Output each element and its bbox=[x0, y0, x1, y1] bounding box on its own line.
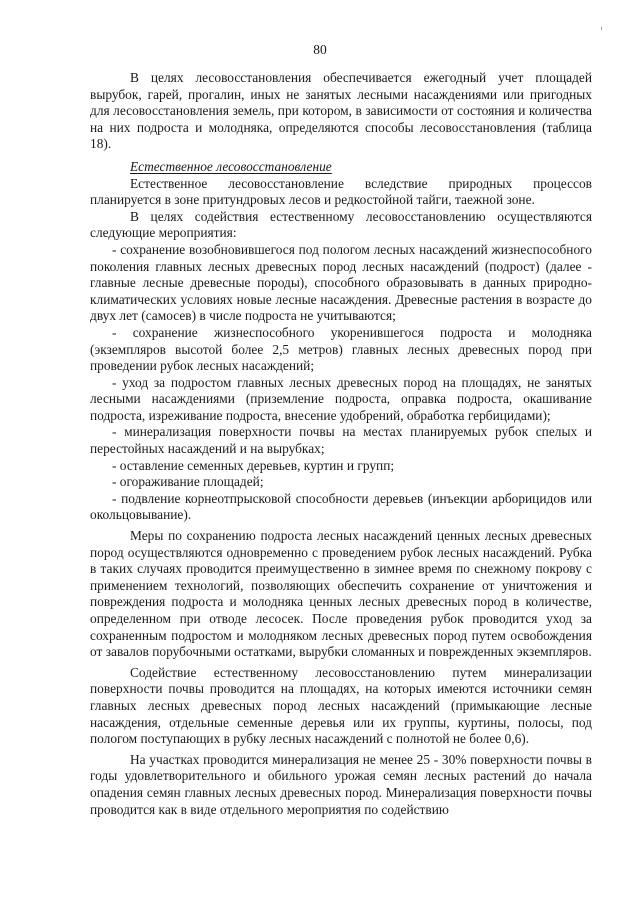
list-item-seed-trees: - оставление семенных деревьев, куртин и групп; bbox=[112, 457, 395, 473]
paragraph-measures-intro: В целях содействия естественному лесовосстановлению осуществляются следующие мероприятия: bbox=[90, 208, 592, 241]
paragraph-accounting: В целях лесовосстановления обеспечивается ежегодный учет площадей вырубок, гарей, прогалин, иных не занятых лесными насаждениями или пригодных для лесовосстановления земель, при котором, в зависимости от состояния и количества на них подроста и молодняка, определяются способы лесовосстановления (таблица 18). bbox=[90, 70, 592, 152]
list-item-undergrowth-care: - уход за подростом главных лесных древесных пород на площадях, не занятых лесными насаждениями (приземление подроста, оправка подроста, окашивание подроста, изреживание подроста, внесение удобрений, обработка гербицидами); bbox=[90, 374, 592, 423]
paragraph-natural-regeneration: Естественное лесовосстановление вследствие природных процессов планируется в зоне притундровых лесов и редкостойной тайги, таежной зоне. bbox=[90, 175, 592, 208]
paragraph-mineralization-plots: На участках проводится минерализация не менее 25 - 30% поверхности почвы в годы удовлетворительного и обильного урожая семян лесных растений до начала опадения семян главных лесных древесных пород. Минерализация поверхности почвы проводится как в виде отдельного мероприятия по содействию bbox=[90, 751, 592, 817]
paragraph-mineralization-assistance: Содействие естественному лесовосстановлению путем минерализации поверхности почвы проводится на площадях, на которых имеются источники семян главных лесных древесных пород лесных насаждений (примыкающие лесные насаждения, отдельные семенные деревья или их группы, куртины, полосы, под пологом поступающих в рубку лесных насаждений с полнотой не более 0,6). bbox=[90, 664, 592, 747]
list-item-fencing: - огораживание площадей; bbox=[112, 474, 264, 490]
list-item-root-sprout-suppression: - подвление корнеотпрысковой способности деревьев (инъекции арборицидов или окольцовывание). bbox=[90, 490, 592, 523]
paragraph-undergrowth-measures: Меры по сохранению подроста лесных насаждений ценных лесных древесных пород осуществляются одновременно с проведением рубок лесных насаждений. Рубка в таких случаях проводится преимущественно в зимнее время по снежному покрову с применением технологий, позволяющих обеспечить сохранение от уничтожения и повреждения подроста и молодняка ценных лесных древесных пород в количестве, определенном при отводе лесосек. После проведения рубок проводится уход за сохраненным подростом и молодняком лесных древесных пород путем освобождения от завалов порубочными остатками, вырубки сломанных и поврежденных экземпляров. bbox=[90, 528, 592, 660]
page-number: 80 bbox=[313, 42, 327, 57]
section-heading: Естественное лесовосстановление bbox=[130, 158, 332, 174]
scan-mark bbox=[601, 27, 602, 30]
page-body bbox=[90, 70, 592, 818]
list-item-young-growth-preservation: - сохранение жизнеспособного укоренившегося подроста и молодняка (экземпляров высотой более 2,5 метров) главных лесных древесных пород при проведении рубок лесных насаждений; bbox=[90, 324, 592, 374]
list-item-undergrowth-preservation: - сохранение возобновившегося под пологом лесных насаждений жизнеспособного поколения главных лесных древесных пород лесных насаждений (подрост) (далее - главные лесные древесные породы), способного образовывать в данных природно-климатических условиях новые лесные насаждения. Древесные растения в возрасте до двух лет (самосев) в числе подроста не учитываются; bbox=[90, 241, 592, 324]
list-item-soil-mineralization: - минерализация поверхности почвы на местах планируемых рубок спелых и перестойных насаждений и на вырубках; bbox=[90, 424, 592, 457]
